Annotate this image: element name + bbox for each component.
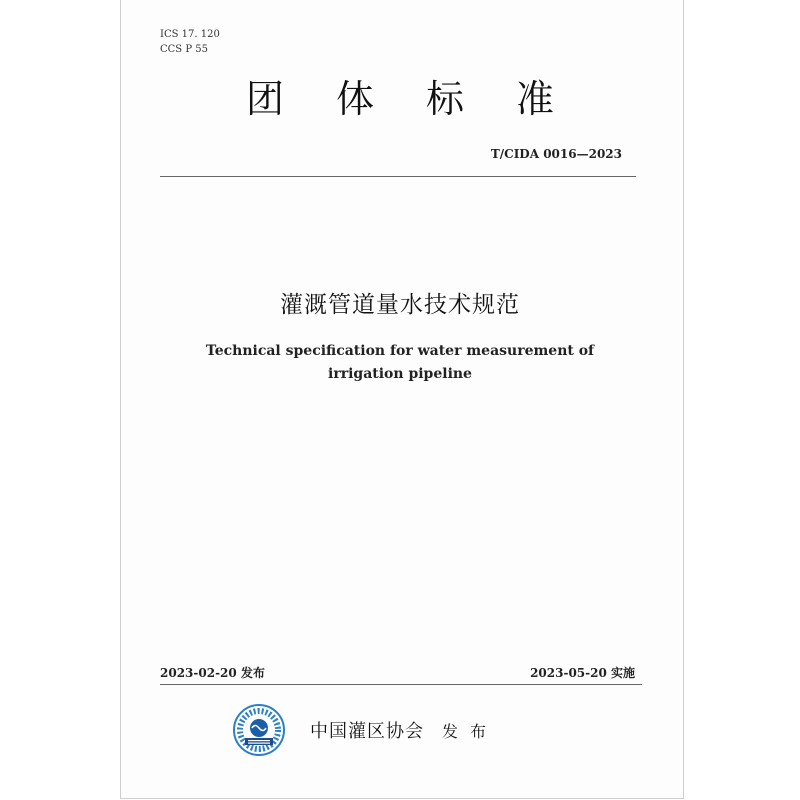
document-type-heading: 团体标准 xyxy=(245,77,606,121)
ccs-code: CCS P 55 xyxy=(160,44,208,55)
publish-label: 发布 xyxy=(442,721,499,741)
classification-codes xyxy=(160,27,220,57)
publisher-name: 中国灌区协会 xyxy=(310,721,424,742)
title-chinese: 灌溉管道量水技术规范 xyxy=(280,292,520,318)
standard-number: T/CIDA 0016—2023 xyxy=(490,147,622,161)
title-english-line-2: irrigation pipeline xyxy=(328,366,472,382)
title-english xyxy=(0,340,800,386)
footer-divider xyxy=(160,684,642,685)
header-divider xyxy=(160,176,636,177)
implementation-date: 2023-05-20 实施 xyxy=(530,666,635,680)
ics-code: ICS 17. 120 xyxy=(160,29,220,40)
issue-date: 2023-02-20 发布 xyxy=(160,666,265,680)
title-english-line-1: Technical specification for water measurement of xyxy=(205,343,595,359)
publisher-block xyxy=(232,704,498,756)
association-logo-icon xyxy=(232,703,286,757)
